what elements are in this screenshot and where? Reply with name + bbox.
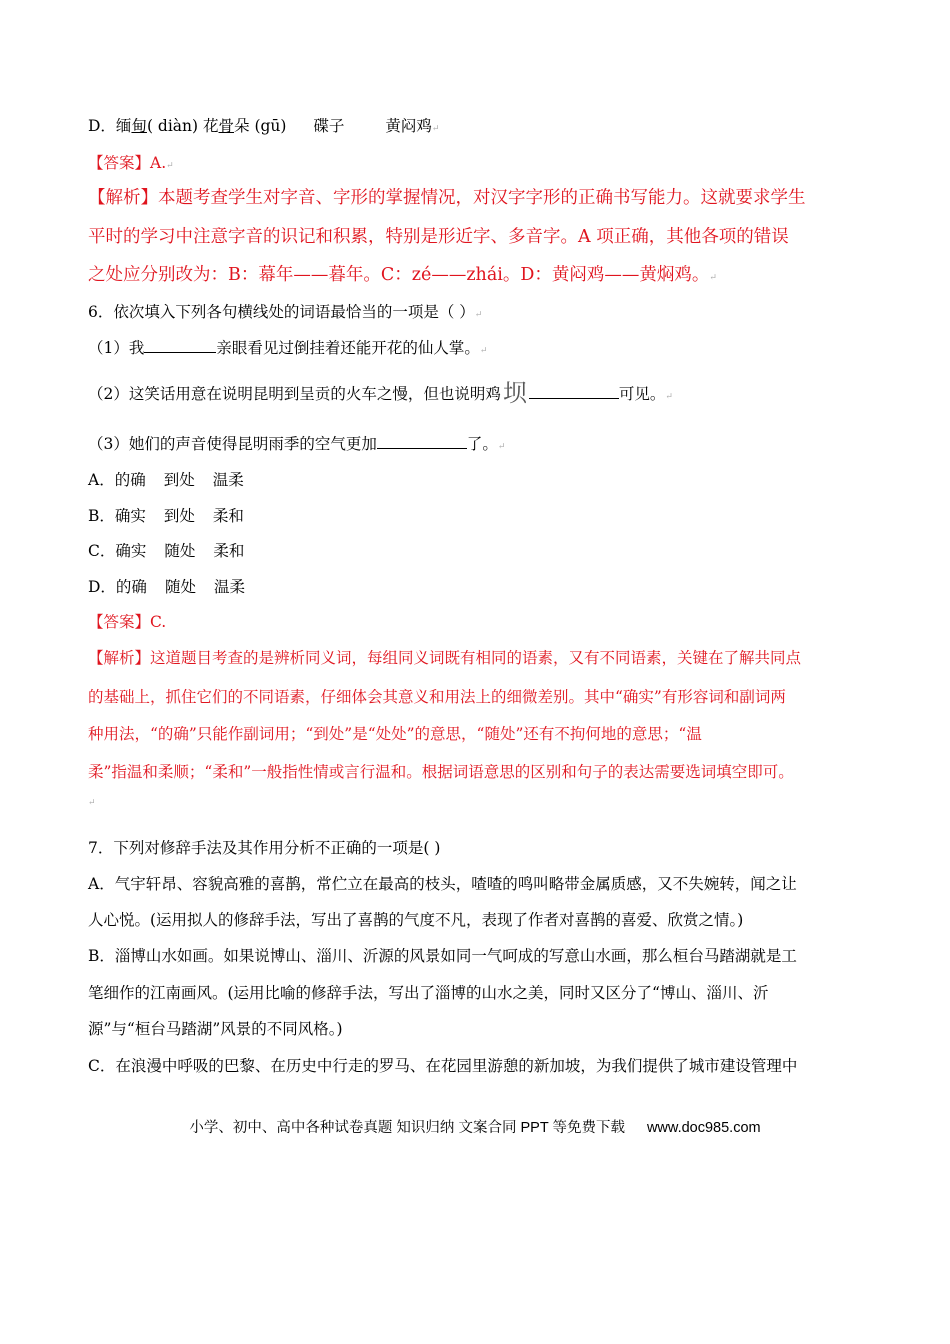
q5-analysis-line: 平时的学习中注意字音的识记和积累，特别是形近字、多音字。A 项正确，其他各项的错误 <box>88 227 789 247</box>
q6-option-d: D．的确 随处 温柔 <box>88 578 245 596</box>
fill-blank <box>377 434 467 449</box>
q6-analysis-line: 【解析】这道题目考查的是辨析同义词，每组同义词既有相同的语素，又有不同语素，关键在了解共同点 <box>88 649 802 667</box>
fill-blank <box>144 338 216 353</box>
page-footer <box>0 1116 950 1137</box>
q5-analysis-line: 之处应分别改为：B：幕年——暮年。C：zé——zhái。D：黄闷鸡——黄焖鸡。↵ <box>88 265 717 285</box>
q6-option-a: A．的确 到处 温柔 <box>88 471 244 489</box>
q6-answer: 【答案】C. <box>88 613 167 631</box>
q7-line: 源”与“桓台马踏湖”风景的不同风格。) <box>88 1020 343 1038</box>
q5-analysis-line: 【解析】本题考查学生对字音、字形的掌握情况，对汉字字形的正确书写能力。这就要求学生 <box>88 188 806 208</box>
underlined-char: 甸 <box>131 117 147 135</box>
q7-line: 笔细作的江南画风。(运用比喻的修辞手法，写出了淄博的山水之美，同时又区分了“博山、淄川、沂 <box>88 984 769 1002</box>
option-label: D．缅 <box>88 117 132 135</box>
option-d-prev: D．缅甸( diàn) 花骨朵 (gū) 碟子 黄闷鸡↵ <box>88 117 440 135</box>
option-word: 黄闷鸡 <box>385 117 432 135</box>
q6-analysis-line: 柔”指温和柔顺；“柔和”一般指性情或言行温和。根据词语意思的区别和句子的表达需要选词填空即可。 <box>88 763 794 781</box>
character-image: 坝 <box>502 379 527 407</box>
q6-option-b: B．确实 到处 柔和 <box>88 507 244 525</box>
option-text: 朵 (gū) <box>234 117 287 135</box>
paragraph-mark: ↵ <box>88 798 96 808</box>
underlined-char: 骨 <box>218 117 235 135</box>
footer-link[interactable]: www.doc985.com <box>646 1120 761 1136</box>
q6-sentence-3: （3）她们的声音使得昆明雨季的空气更加 了。↵ <box>88 435 506 453</box>
option-word: 碟子 <box>313 117 345 135</box>
q7-line: A．气宇轩昂、容貌高雅的喜鹊，常伫立在最高的枝头，喳喳的鸣叫略带金属质感，又不失婉转，闻之让 <box>88 875 797 893</box>
q7-stem: 7．下列对修辞手法及其作用分析不正确的一项是( ) <box>88 839 441 857</box>
footer-text: 小学、初中、高中各种试卷真题 知识归纳 文案合同 PPT 等免费下载 <box>189 1120 625 1136</box>
q6-analysis-line: 的基础上，抓住它们的不同语素，仔细体会其意义和用法上的细微差别。其中“确实”有形容词和副词两 <box>88 688 786 706</box>
q7-line: C．在浪漫中呼吸的巴黎、在历史中行走的罗马、在花园里游憩的新加坡，为我们提供了城市建设管理中 <box>88 1057 798 1075</box>
q7-line: B．淄博山水如画。如果说博山、淄川、沂源的风景如同一气呵成的写意山水画，那么桓台马踏湖就是工 <box>88 947 797 965</box>
option-text: ( diàn) 花 <box>146 117 219 135</box>
q6-analysis-line: 种用法，“的确”只能作副词用；“到处”是“处处”的意思，“随处”还有不拘何地的意思；“温 <box>88 725 702 743</box>
q5-answer: 【答案】A.↵ <box>88 154 174 172</box>
q6-option-c: C．确实 随处 柔和 <box>88 542 245 560</box>
q7-line: 人心悦。(运用拟人的修辞手法，写出了喜鹊的气度不凡，表现了作者对喜鹊的喜爱、欣赏之情。) <box>88 911 744 929</box>
q6-stem: 6．依次填入下列各句横线处的词语最恰当的一项是（ ）↵ <box>88 303 483 321</box>
q6-sentence-1: （1）我 亲眼看见过倒挂着还能开花的仙人掌。↵ <box>88 339 488 357</box>
q6-sentence-2: （2）这笑话用意在说明昆明到呈贡的火车之慢，但也说明鸡坝 可见。↵ <box>88 379 673 407</box>
fill-blank <box>529 384 619 399</box>
